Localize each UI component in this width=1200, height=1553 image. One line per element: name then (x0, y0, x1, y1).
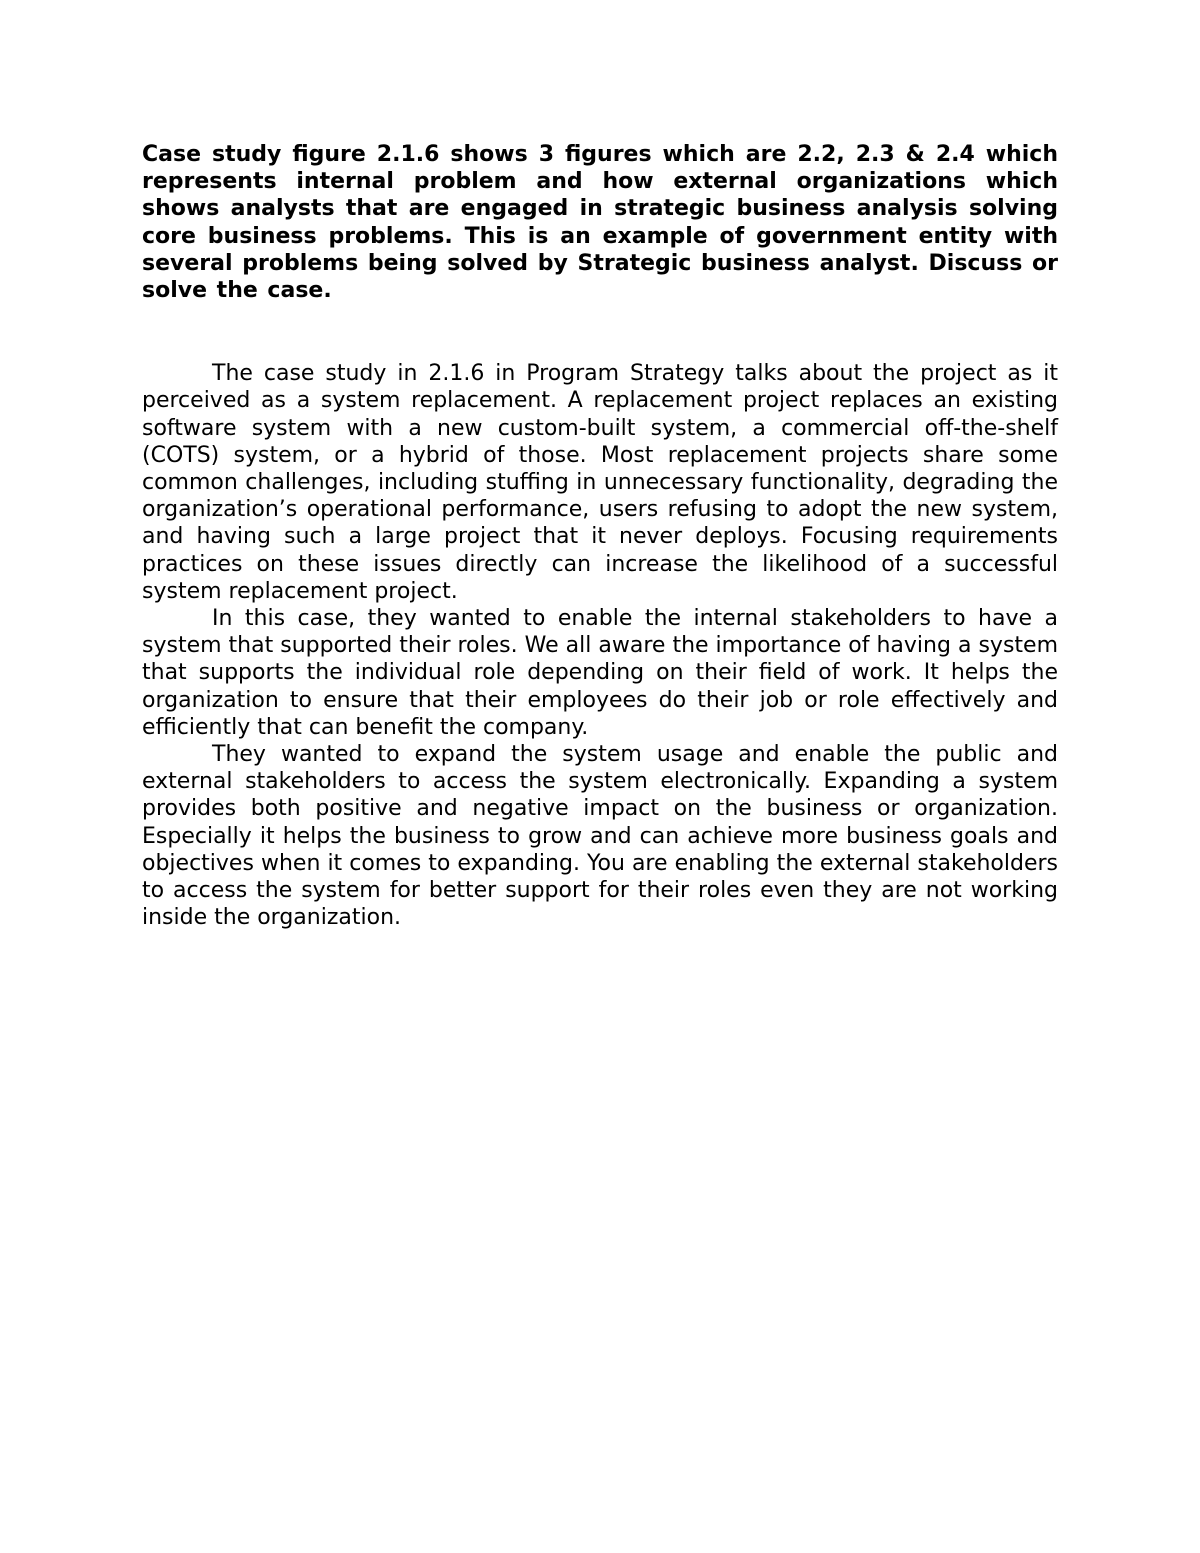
answer-paragraph-2: In this case, they wanted to enable the internal stakeholders to have a system that supported their roles. We all aware the importance of having a system that supports the individual role depending on their field of work. It helps the organization to ensure that their employees do their job or role effectively and efficiently that can benefit the company. (142, 606, 1058, 740)
case-study-answer (142, 360, 1058, 931)
answer-paragraph-3: They wanted to expand the system usage and enable the public and external stakeholders to access the system electronically. Expanding a system provides both positive and negative impact on the business or organization. Especially it helps the business to grow and can achieve more business goals and objectives when it comes to expanding. You are enabling the external stakeholders to access the system for better support for their roles even they are not working inside the organization. (142, 742, 1058, 931)
document-body (142, 141, 1058, 931)
answer-paragraph-1: The case study in 2.1.6 in Program Strategy talks about the project as it perceived as a system replacement. A replacement project replaces an existing software system with a new custom-built system, a commercial off-the-shelf (COTS) system, or a hybrid of those. Most replacement projects share some common challenges, including stuffing in unnecessary functionality, degrading the organization’s operational performance, users refusing to adopt the new system, and having such a large project that it never deploys. Focusing requirements practices on these issues directly can increase the likelihood of a successful system replacement project. (142, 361, 1058, 604)
case-study-question: Case study figure 2.1.6 shows 3 figures which are 2.2, 2.3 & 2.4 which represents internal problem and how external organizations which shows analysts that are engaged in strategic business analysis solving core business problems. This is an example of government entity with several problems being solved by Strategic business analyst. Discuss or solve the case. (142, 142, 1058, 304)
